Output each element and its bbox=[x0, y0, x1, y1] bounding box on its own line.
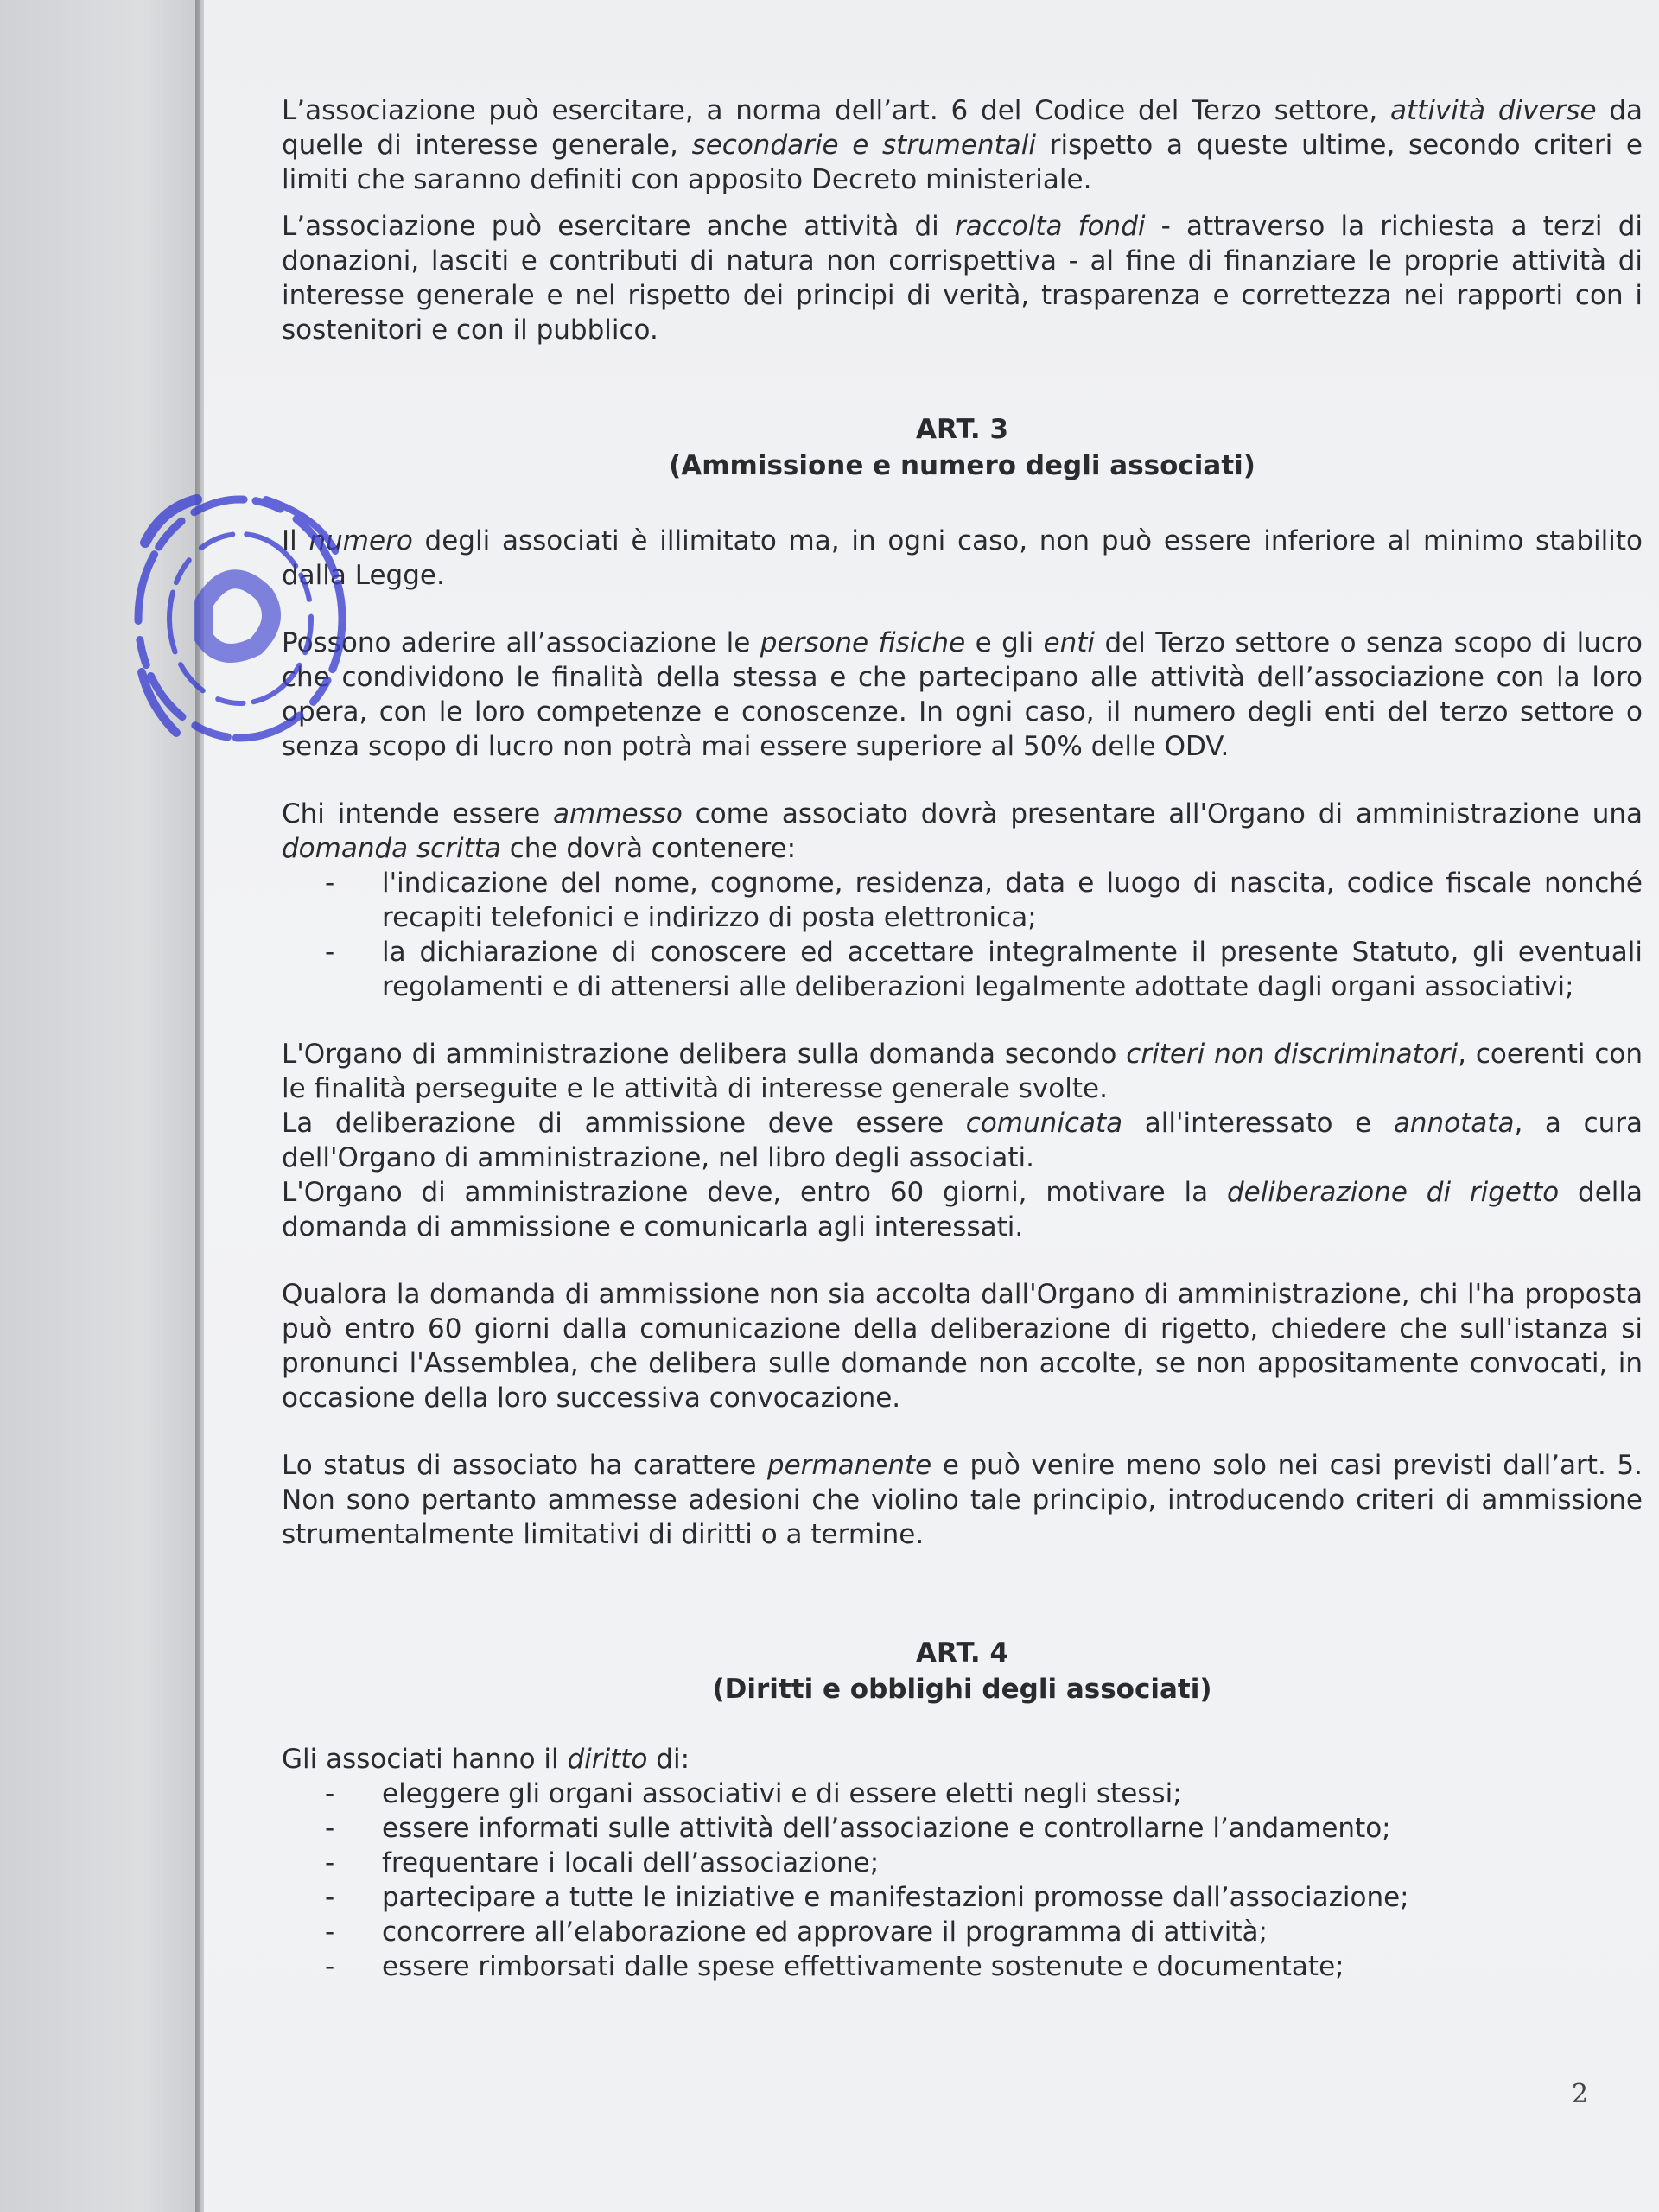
text-run: L’associazione può esercitare, a norma dell’art. 6 del Codice del Terzo settore, bbox=[282, 95, 1391, 126]
list-item: - essere rimborsati dalle spese effettivamente sostenute e documentate; bbox=[325, 1949, 1643, 1984]
text-run: L'Organo di amministrazione deve, entro 60 giorni, motivare la bbox=[282, 1177, 1227, 1208]
domanda-requirements-list bbox=[325, 866, 1643, 1004]
text-run: Possono aderire all’associazione le bbox=[282, 627, 760, 658]
paragraph-attivita-diverse bbox=[282, 93, 1643, 197]
text-run: del Terzo settore o senza scopo di lucro che condividono le finalità della stessa e che partecipano alle attività dell’associazione con la loro opera, con le loro competenze e conoscenze. In ogni caso, il numero degli enti del terzo settore o senza scopo di lucro non potrà mai essere superiore al 50% delle ODV. bbox=[282, 627, 1643, 762]
paragraph-raccolta-fondi bbox=[282, 209, 1643, 347]
text-run: e gli bbox=[965, 627, 1044, 658]
paragraph-possono-aderire bbox=[282, 626, 1643, 764]
list-item: - l'indicazione del nome, cognome, residenza, data e luogo di nascita, codice fiscale nonché recapiti telefonici e indirizzo di posta elettronica; bbox=[325, 866, 1643, 935]
text-run: da quelle di interesse generale, bbox=[282, 95, 1643, 161]
text-run: Lo status di associato ha carattere bbox=[282, 1450, 767, 1481]
paragraph-status bbox=[282, 1448, 1643, 1552]
italic-text-run: raccolta fondi bbox=[954, 211, 1146, 242]
italic-text-run: deliberazione di rigetto bbox=[1226, 1177, 1560, 1208]
italic-text-run: comunicata bbox=[965, 1108, 1123, 1139]
list-item: - la dichiarazione di conoscere ed accettare integralmente il presente Statuto, gli eventuali regolamenti e di attenersi alle deliberazioni legalmente adottate dagli organi associativi; bbox=[325, 935, 1643, 1004]
previous-page-edge bbox=[0, 0, 200, 2212]
paragraph-qualora bbox=[282, 1277, 1643, 1415]
italic-text-run: attività diverse bbox=[1390, 95, 1597, 126]
paragraph-criteri bbox=[282, 1037, 1643, 1106]
text-run: L'Organo di amministrazione delibera sulla domanda secondo bbox=[282, 1039, 1127, 1070]
text-run: Gli associati hanno il bbox=[282, 1744, 568, 1775]
article-3-title: (Ammissione e numero degli associati) bbox=[669, 450, 1255, 481]
document-page bbox=[204, 0, 1659, 2212]
italic-text-run: permanente bbox=[766, 1450, 932, 1481]
paragraph-numero-associati bbox=[282, 524, 1643, 593]
italic-text-run: ammesso bbox=[553, 798, 683, 830]
paragraph-diritti-intro bbox=[282, 1742, 1643, 1777]
list-item: - essere informati sulle attività dell’associazione e controllarne l’andamento; bbox=[325, 1811, 1643, 1846]
list-item: - frequentare i locali dell’associazione; bbox=[325, 1846, 1643, 1880]
text-run: rispetto a queste ultime, secondo criteri e limiti che saranno definiti con apposito Decreto ministeriale. bbox=[282, 130, 1643, 195]
article-3-number: ART. 3 bbox=[915, 414, 1009, 445]
list-item: - partecipare a tutte le iniziative e manifestazioni promosse dall’associazione; bbox=[325, 1880, 1643, 1915]
article-3-heading bbox=[282, 411, 1643, 484]
document-body bbox=[282, 93, 1643, 1984]
article-4-number: ART. 4 bbox=[915, 1637, 1009, 1669]
italic-text-run: annotata bbox=[1393, 1108, 1515, 1139]
text-run: La deliberazione di ammissione deve essere bbox=[282, 1108, 966, 1139]
page-number: 2 bbox=[1572, 2079, 1589, 2109]
paragraph-domanda-scritta bbox=[282, 797, 1643, 866]
text-run: Qualora la domanda di ammissione non sia accolta dall'Organo di amministrazione, chi l'ha proposta può entro 60 giorni dalla comunicazione della deliberazione di rigetto, chiedere che sull'istanza si pronunci l'Assemblea, che delibera sulle domande non accolte, se non appositamente convocati, in occasione della loro successiva convocazione. bbox=[282, 1279, 1643, 1414]
text-run: degli associati è illimitato ma, in ogni caso, non può essere inferiore al minimo stabilito dalla Legge. bbox=[282, 525, 1643, 591]
italic-text-run: secondarie e strumentali bbox=[691, 130, 1037, 161]
article-4-title: (Diritti e obblighi degli associati) bbox=[712, 1674, 1212, 1705]
italic-text-run: persone fisiche bbox=[760, 627, 966, 658]
italic-text-run: numero bbox=[308, 525, 413, 556]
text-run: all'interessato e bbox=[1122, 1108, 1394, 1139]
text-run: Chi intende essere bbox=[282, 798, 554, 830]
text-run: , coerenti con le finalità perseguite e le attività di interesse generale svolte. bbox=[282, 1039, 1643, 1104]
italic-text-run: criteri non discriminatori bbox=[1126, 1039, 1459, 1070]
text-run: - attraverso la richiesta a terzi di donazioni, lasciti e contributi di natura non corrispettiva - al fine di finanziare le proprie attività di interesse generale e nel rispetto dei principi di verità, trasparenza e correttezza nei rapporti con i sostenitori e con il pubblico. bbox=[282, 211, 1643, 346]
text-run: della domanda di ammissione e comunicarla agli interessati. bbox=[282, 1177, 1643, 1243]
list-item: - concorrere all’elaborazione ed approvare il programma di attività; bbox=[325, 1915, 1643, 1949]
text-run: L’associazione può esercitare anche attività di bbox=[282, 211, 955, 242]
italic-text-run: enti bbox=[1043, 627, 1096, 658]
italic-text-run: diritto bbox=[567, 1744, 648, 1775]
italic-text-run: domanda scritta bbox=[282, 833, 501, 864]
text-run: che dovrà contenere: bbox=[500, 833, 797, 864]
article-4-heading bbox=[282, 1635, 1643, 1707]
text-run: , a cura dell'Organo di amministrazione, nel libro degli associati. bbox=[282, 1108, 1643, 1173]
paragraph-rigetto bbox=[282, 1175, 1643, 1244]
text-run: come associato dovrà presentare all'Organo di amministrazione una bbox=[682, 798, 1643, 830]
text-run: Il bbox=[282, 525, 309, 556]
text-run: di: bbox=[647, 1744, 690, 1775]
text-run: e può venire meno solo nei casi previsti dall’art. 5. Non sono pertanto ammesse adesioni che violino tale principio, introducendo criteri di ammissione strumentalmente limitativi di diritti o a termine. bbox=[282, 1450, 1643, 1550]
diritti-list bbox=[325, 1777, 1643, 1984]
paragraph-comunicata bbox=[282, 1106, 1643, 1175]
list-item: - eleggere gli organi associativi e di essere eletti negli stessi; bbox=[325, 1777, 1643, 1811]
